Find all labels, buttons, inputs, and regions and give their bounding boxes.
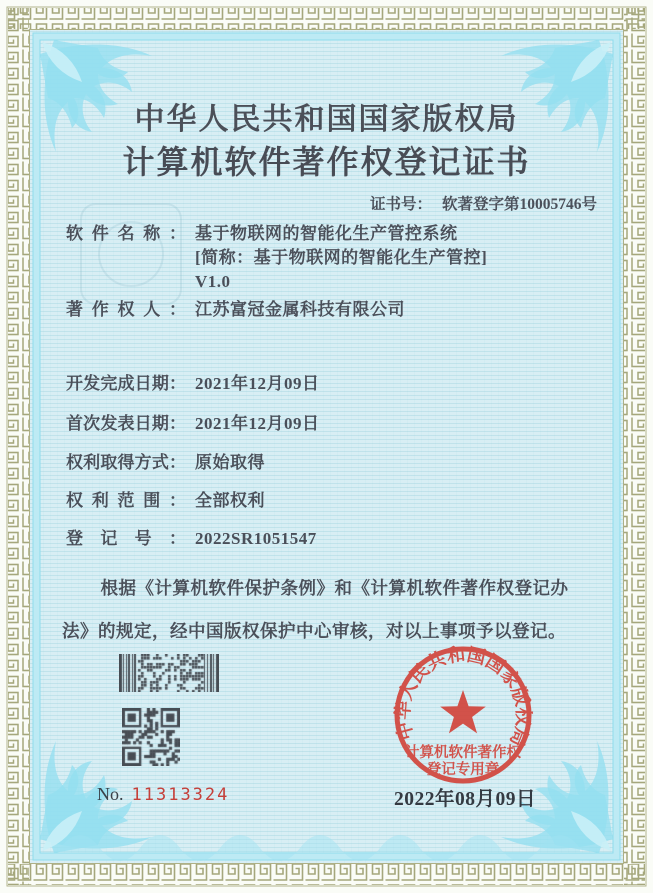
field-row-rights-scope	[66, 489, 265, 513]
serial-value: 11313324	[131, 785, 230, 805]
qr-code-image	[122, 708, 180, 766]
field-value: 2021年12月09日	[195, 414, 320, 433]
issue-date: 2022年08月09日	[394, 789, 537, 810]
field-value-line: V1.0	[195, 272, 231, 291]
field-label: 软件名称：	[66, 224, 186, 243]
field-label: 权利范围：	[66, 491, 186, 510]
field-row-software-name	[66, 222, 487, 294]
field-row-registration-number	[66, 527, 317, 551]
field-value-line: [简称：基于物联网的智能化生产管控]	[195, 248, 488, 267]
serial-prefix: No.	[97, 784, 124, 804]
official-seal	[388, 640, 538, 790]
field-row-first-publish-date	[66, 412, 320, 436]
serial-number	[97, 784, 229, 805]
field-label: 权利取得方式：	[66, 453, 186, 472]
field-label: 登记号：	[66, 529, 186, 548]
cert-number-label: 证书号：	[369, 196, 432, 213]
field-value: 江苏富冠金属科技有限公司	[195, 300, 405, 319]
field-value: 2021年12月09日	[195, 374, 320, 393]
field-value: 原始取得	[195, 453, 265, 472]
seal-star-icon	[440, 690, 486, 733]
field-value-line: 基于物联网的智能化生产管控系统	[195, 224, 458, 243]
field-label: 首次发表日期：	[66, 414, 186, 433]
certificate-title: 计算机软件著作权登记证书	[122, 144, 531, 180]
field-value: 2022SR1051547	[195, 529, 317, 548]
field-row-copyright-holder	[66, 298, 405, 322]
legal-paragraph: 根据《计算机软件保护条例》和《计算机软件著作权登记办法》的规定，经中国版权保护中心审核，对以上事项予以登记。	[62, 578, 569, 641]
cert-number-value: 软著登字第10005746号	[441, 196, 597, 213]
issuer-title: 中华人民共和国国家版权局	[134, 103, 519, 136]
cert-number-row	[370, 192, 597, 214]
seal-ring-text: 中华人民共和国国家版权局	[393, 645, 533, 749]
field-value: 全部权利	[195, 491, 265, 510]
barcode-image	[119, 654, 219, 692]
field-value	[195, 222, 487, 294]
seal-line1: 计算机软件著作权	[405, 745, 521, 761]
field-label: 开发完成日期：	[66, 374, 186, 393]
field-row-acquisition-method	[66, 451, 265, 475]
seal-line2: 登记专用章	[426, 762, 500, 778]
field-label: 著作权人：	[66, 300, 186, 319]
field-row-dev-complete-date	[66, 372, 320, 396]
